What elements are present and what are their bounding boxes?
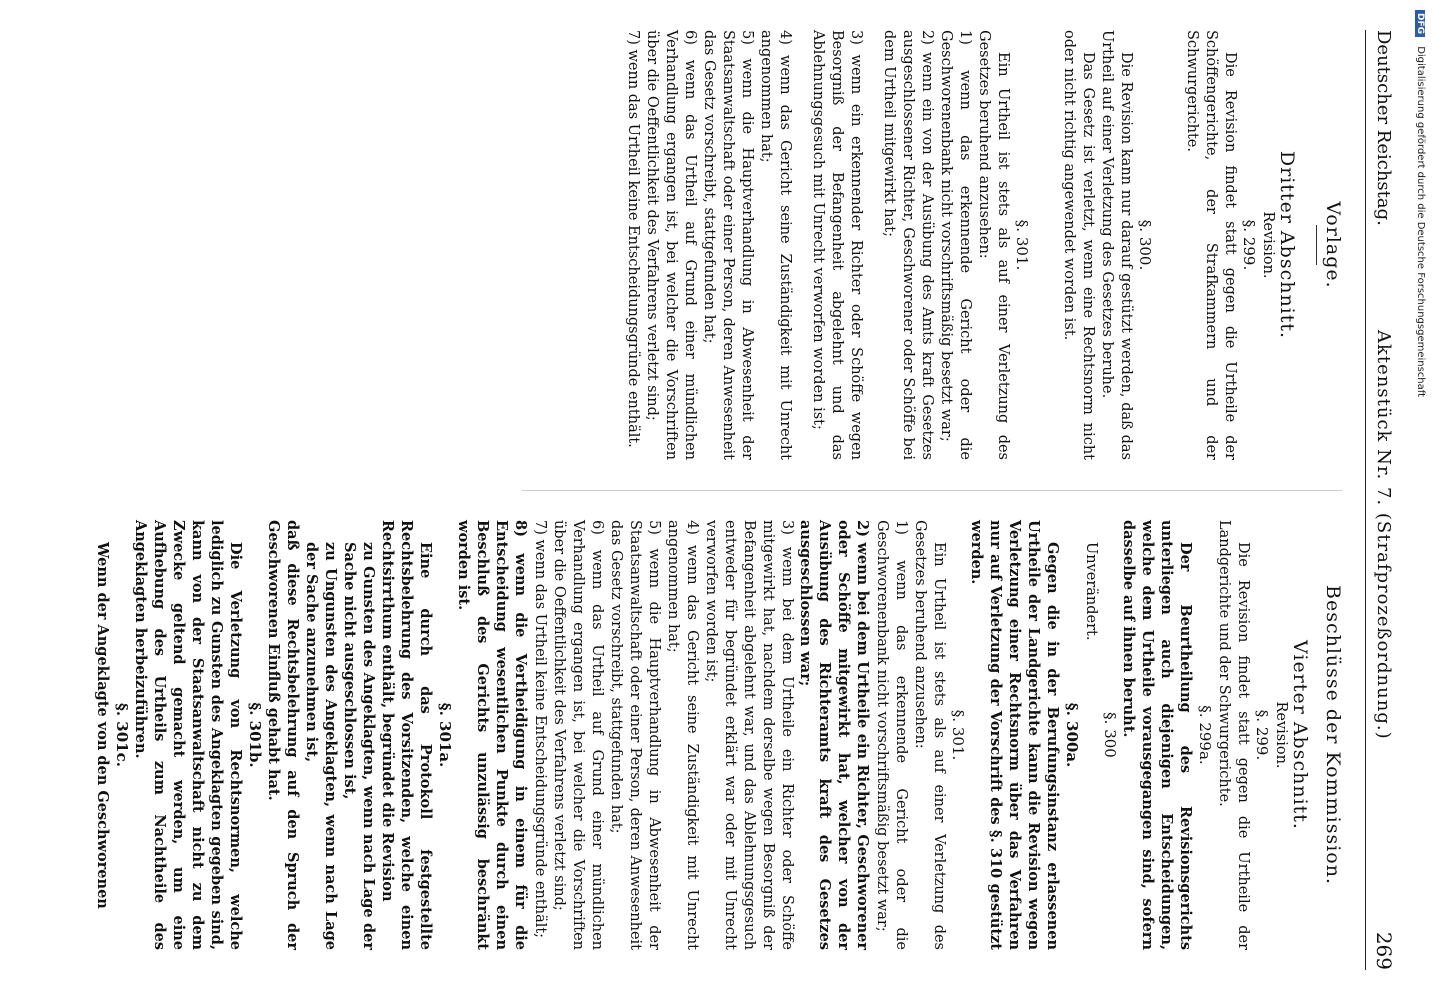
- list-item: 7) wenn das Urtheil keine Entscheidungsgründe enthält.: [625, 30, 641, 448]
- dfg-logo: DFG: [1415, 10, 1425, 37]
- watermark-text: Digitalisierung gefördert durch die Deutsche Forschungsgemeinschaft: [1415, 46, 1426, 398]
- section-subtitle: Revision.: [1273, 701, 1289, 769]
- list-item: 5) wenn die Hauptverhandlung in Abwesenheit der Staatsanwaltschaft oder einer Person, deren Anwesenheit das Gesetz vorschreibt, stattgefunden hat;: [701, 30, 755, 460]
- paragraph-text: daß diese Rechtsbelehrung auf den Spruch der Geschworenen Einfluß gehabt hat.: [265, 520, 301, 950]
- list-item: 2) wenn bei dem Urtheile ein Richter, Geschworener oder Schöffe mitgewirkt hat, welcher von der Ausübung des Richteramts kraft des Gesetzes ausgeschlossen war;: [797, 520, 871, 950]
- list-item: 6) wenn das Urtheil auf Grund einer mündlichen Verhandlung ergangen ist, bei welcher die Vorschriften über die Oeffentlichkeit des Verfahrens verletzt sind;: [551, 520, 605, 950]
- list-items: [623, 30, 974, 460]
- list-item: 1) wenn das erkennende Gericht oder die Geschworenenbank nicht vorschriftsmäßig besetzt war;: [938, 30, 973, 460]
- list-item: 2) wenn ein von der Ausübung des Amts kraft Gesetzes ausgeschlossener Richter, Geschworener oder Schöffe bei dem Urtheil mitgewirkt hat;: [881, 30, 935, 460]
- paragraph-text: Die Revision findet statt gegen die Urtheile der Landgerichte und der Schwurgerichte.: [1216, 520, 1251, 950]
- header-left: Deutscher Reichstag.: [1373, 30, 1394, 226]
- list-item: zu Gunsten des Angeklagten, wenn nach Lage der Sache nicht ausgeschlossen ist,: [341, 542, 377, 950]
- section-subtitle: Revision.: [1260, 211, 1276, 279]
- paragraph-text: Wenn der Angeklagte von den Geschworenen: [94, 542, 111, 909]
- list-item: 5) wenn die Hauptverhandlung in Abwesenheit der Staatsanwaltschaft oder einer Person, deren Anwesenheit das Gesetz vorschreibt, stattgefunden hat;: [608, 520, 662, 950]
- paragraph-text: Der Beurtheilung des Revisionsgerichts unterliegen auch diejenigen Entscheidungen, welche dem Urtheile vorausgegangen sind, sofern dasselbe auf ihnen beruht.: [1120, 520, 1194, 950]
- paragraph-text: Gegen die in der Berufungsinstanz erlassenen Urtheile der Landgerichte kann die Revision wegen Verletzung einer Rechtsnorm über das Verfahren nur auf Verletzung der Vorschrift des §. 310 gestützt werden.: [968, 520, 1061, 950]
- paragraph-number: §. 300a.: [1063, 702, 1081, 768]
- column-vorlage: [623, 30, 1342, 460]
- paragraph-text: Eine durch das Protokoll festgestellte Rechtsbelehrung des Vorsitzenden, welche einen Rechtsirrthum enthält, begründet die Revision: [379, 520, 434, 950]
- page-number: 269: [1372, 931, 1396, 970]
- list-item: 8) wenn die Vertheidigung in einem für die Entscheidung wesentlichen Punkte durch einen Beschluß des Gerichts unzulässig beschränkt worden ist.: [455, 520, 529, 950]
- paragraph-number: §. 299.: [1240, 219, 1258, 271]
- paragraph-number: §. 301a.: [436, 702, 454, 768]
- list-item: zu Ungunsten des Angeklagten, wenn nach Lage der Sache anzunehmen ist,: [303, 542, 339, 950]
- paragraph-number: §. 301b.: [246, 702, 264, 768]
- digitization-watermark: [1408, 10, 1426, 990]
- paragraph-number: §. 301.: [949, 709, 967, 761]
- column-heading: Beschlüsse der Kommission.: [1322, 585, 1344, 885]
- list-item: 6) wenn das Urtheil auf Grund einer mündlichen Verhandlung ergangen ist, bei welcher die Vorschriften über die Oeffentlichkeit des Verfahrens verletzt sind;: [644, 30, 698, 460]
- column-heading: Vorlage.: [1322, 201, 1344, 289]
- header-center: Aktenstück Nr. 7. (Strafprozeßordnung.): [1373, 330, 1394, 740]
- paragraph-text: Die Revision findet statt gegen die Urtheile der Schöffengerichte, der Strafkammern und der Schwurgerichte.: [1184, 30, 1238, 460]
- column-kommission: [93, 520, 1342, 950]
- list-item: 4) wenn das Gericht seine Zuständigkeit mit Unrecht angenommen hat;: [665, 520, 700, 950]
- paragraph-text: Unverändert.: [1083, 542, 1099, 641]
- section-title: Vierter Abschnitt.: [1289, 640, 1311, 830]
- paragraph-text: Das Gesetz ist verletzt, wenn eine Rechtsnorm nicht oder nicht richtig angewendet worden ist.: [1061, 30, 1096, 460]
- paragraph-text: Die Revision kann nur darauf gestützt werden, daß das Urtheil auf einer Verletzung des Gesetzes beruhe.: [1099, 30, 1134, 460]
- list-item: 3) wenn bei dem Urtheile ein Richter oder Schöffe mitgewirkt hat, nachdem derselbe wegen Besorgniß der Befangenheit abgelehnt war, und das Ablehnungsgesuch entweder für begründet erklärt war oder mit Unrecht verworfen worden ist;: [703, 520, 795, 950]
- heading-rule: [1316, 225, 1317, 265]
- paragraph-text: Die Verletzung von Rechtsnormen, welche lediglich zu Gunsten des Angeklagten gegeben sind, kann von der Staatsanwaltschaft nicht zu dem Zwecke geltend gemacht werden, um eine Aufhebung des Urtheils zum Nachtheile des Angeklagten herbeizuführen.: [132, 520, 244, 950]
- paragraph-text: Ein Urtheil ist stets als auf einer Verletzung des Gesetzes beruhend anzusehen:: [912, 520, 947, 950]
- paragraph-number: §. 301c.: [113, 703, 131, 767]
- paragraph-number: §. 300: [1101, 712, 1119, 758]
- paragraph-number: §. 299.: [1253, 709, 1271, 761]
- list-item: 7) wenn das Urtheil keine Entscheidungsgründe enthält;: [532, 520, 548, 939]
- list-item: 3) wenn ein erkennender Richter oder Schöffe wegen Besorgniß der Befangenheit abgelehnt und das Ablehnungsgesuch mit Unrecht verworfen worden ist;: [810, 30, 864, 460]
- section-title: Dritter Abschnitt.: [1276, 150, 1298, 340]
- column-divider: [522, 490, 1342, 491]
- paragraph-number: §. 300.: [1136, 219, 1154, 271]
- page-header: [1365, 30, 1400, 970]
- paragraph-text: Ein Urtheil ist stets als auf einer Verletzung des Gesetzes beruhend anzusehen:: [976, 30, 1011, 460]
- paragraph-number: §. 301.: [1013, 219, 1031, 271]
- list-items: [454, 520, 910, 950]
- list-item: 4) wenn das Gericht seine Zuständigkeit mit Unrecht angenommen hat;: [758, 30, 793, 460]
- paragraph-number: §. 299a.: [1196, 705, 1214, 765]
- list-item: 1) wenn das erkennende Gericht oder die Geschworenenbank nicht vorschriftsmäßig besetzt war;: [874, 520, 909, 950]
